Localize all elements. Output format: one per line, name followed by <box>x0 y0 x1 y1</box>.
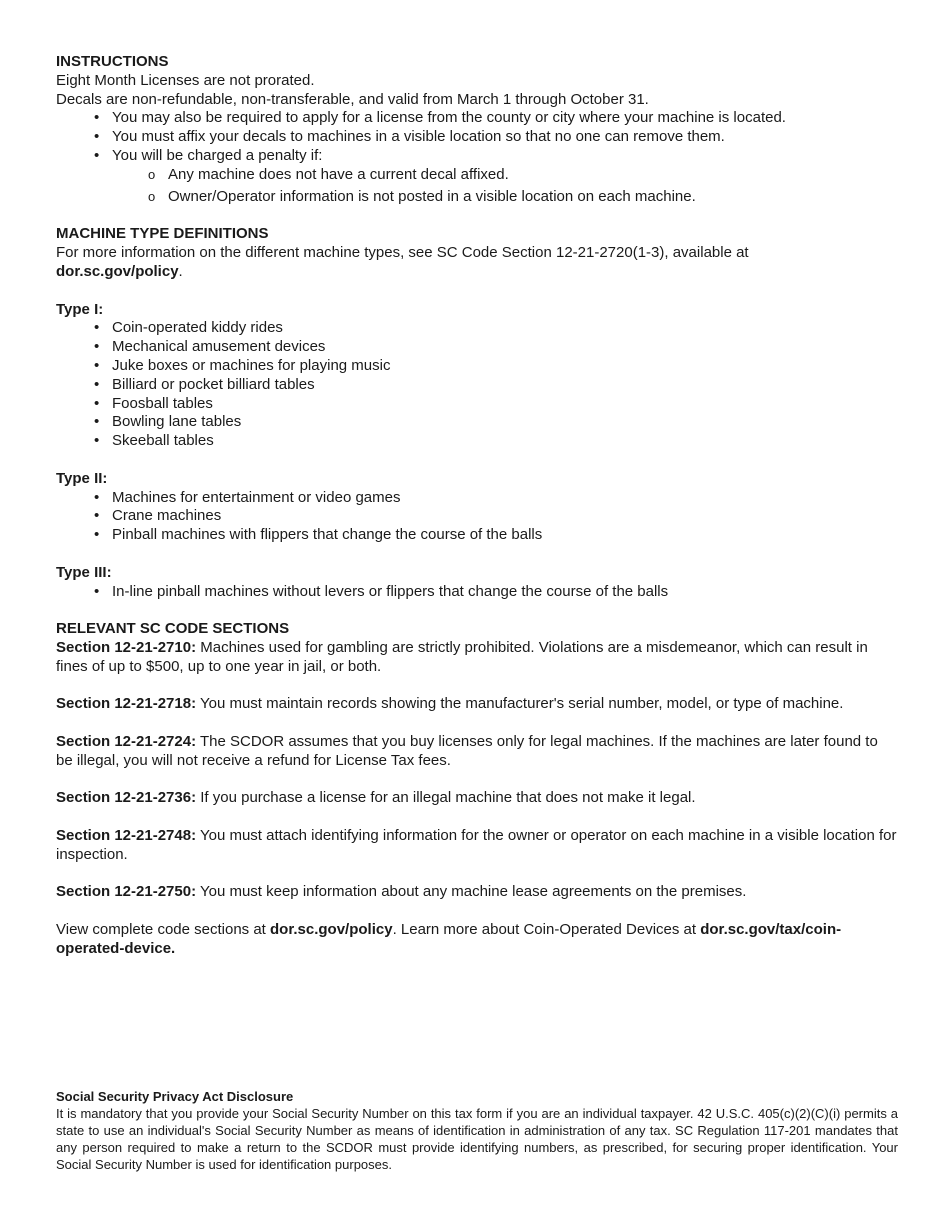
bullet-icon: • <box>94 356 100 374</box>
bullet-icon: • <box>94 507 100 525</box>
list-item: • Crane machines <box>94 507 222 525</box>
type-1-label: Type I: <box>56 300 104 318</box>
bullet-icon: • <box>94 432 100 450</box>
code-section-2736: Section 12-21-2736: If you purchase a license for an illegal machine that does not make it legal. <box>56 789 696 807</box>
definitions-heading: MACHINE TYPE DEFINITIONS <box>56 225 269 243</box>
bullet-icon: • <box>94 338 100 356</box>
coin-operated-device-link[interactable]: dor.sc.gov/tax/coin-operated-device. <box>56 920 842 957</box>
type-3-list <box>56 583 898 602</box>
type-1-list <box>56 319 898 451</box>
bullet-icon: • <box>94 375 100 393</box>
type-2-list <box>56 489 898 545</box>
list-item: • Mechanical amusement devices <box>94 338 326 356</box>
code-sections-heading: RELEVANT SC CODE SECTIONS <box>56 620 290 638</box>
instructions-line-1: Eight Month Licenses are not prorated. <box>56 71 315 89</box>
bullet-icon: • <box>94 319 100 337</box>
list-item: • Pinball machines with flippers that change the course of the balls <box>94 526 543 544</box>
list-item: • Bowling lane tables <box>94 413 242 431</box>
list-item: • Coin-operated kiddy rides <box>94 319 283 337</box>
instructions-line-2: Decals are non-refundable, non-transferable, and valid from March 1 through October 31. <box>56 90 649 108</box>
list-item: • You must affix your decals to machines in a visible location so that no one can remove them. <box>94 128 725 146</box>
list-item: o Any machine does not have a current decal affixed. <box>148 165 509 183</box>
view-code-sections: View complete code sections at dor.sc.gov/policy. Learn more about Coin-Operated Devices at dor.sc.gov/tax/coin-operated-device. <box>56 920 842 957</box>
list-item: • You may also be required to apply for a license from the county or city where your machine is located. <box>94 109 786 127</box>
list-item: • Billiard or pocket billiard tables <box>94 375 315 393</box>
bullet-icon: • <box>94 413 100 431</box>
list-item: • Foosball tables <box>94 394 213 412</box>
definitions-intro: For more information on the different machine types, see SC Code Section 12-21-2720(1-3), available at dor.sc.gov/policy. <box>56 244 749 280</box>
bullet-icon: • <box>94 582 100 600</box>
list-item: • Juke boxes or machines for playing music <box>94 356 391 374</box>
policy-link[interactable]: dor.sc.gov/policy <box>56 262 179 280</box>
list-item: • Machines for entertainment or video games <box>94 488 401 506</box>
penalty-sublist <box>112 166 898 207</box>
list-item: • Skeeball tables <box>94 432 214 450</box>
type-2-label: Type II: <box>56 469 108 487</box>
list-item: • You will be charged a penalty if: o Any machine does not have a current decal affixed. o Owner/Operator information is not posted in a visible location on each machine. <box>112 147 898 207</box>
document-body <box>56 53 898 958</box>
list-item: • In-line pinball machines without levers or flippers that change the course of the balls <box>94 582 669 600</box>
policy-link[interactable]: dor.sc.gov/policy <box>270 920 393 938</box>
bullet-icon: • <box>94 128 100 146</box>
bullet-icon: • <box>94 394 100 412</box>
bullet-icon: • <box>94 146 100 164</box>
list-item: o Owner/Operator information is not posted in a visible location on each machine. <box>148 188 696 206</box>
bullet-icon: • <box>94 526 100 544</box>
circle-bullet-icon: o <box>148 166 156 182</box>
code-section-2710: Section 12-21-2710: Machines used for gambling are strictly prohibited. Violations are a misdemeanor, which can result in fines of up to $500, up to one year in jail, or both. <box>56 638 868 675</box>
bullet-icon: • <box>94 488 100 506</box>
instructions-heading: INSTRUCTIONS <box>56 53 169 70</box>
code-section-2750: Section 12-21-2750: You must keep information about any machine lease agreements on the premises. <box>56 883 747 901</box>
code-section-2718: Section 12-21-2718: You must maintain records showing the manufacturer's serial number, model, or type of machine. <box>56 695 844 713</box>
privacy-title: Social Security Privacy Act Disclosure <box>56 1089 294 1104</box>
circle-bullet-icon: o <box>148 189 156 205</box>
privacy-body: It is mandatory that you provide your Social Security Number on this tax form if you are an individual taxpayer. 42 U.S.C. 405(c)(2)(C)(i) permits a state to use an individual's Social Security Number as means of identification in administration of any tax. SC Regulation 117-201 mandates that any person required to make a return to the SCDOR must provide identifying numbers, as prescribed, for securing proper identification. Your Social Security Number is used for identification purposes. <box>56 1106 898 1172</box>
privacy-disclosure <box>56 1088 898 1173</box>
type-3-label: Type III: <box>56 563 112 581</box>
instructions-list <box>56 109 898 206</box>
bullet-icon: • <box>94 109 100 127</box>
code-section-2724: Section 12-21-2724: The SCDOR assumes that you buy licenses only for legal machines. If the machines are later found to be illegal, you will not receive a refund for License Tax fees. <box>56 732 878 769</box>
code-section-2748: Section 12-21-2748: You must attach identifying information for the owner or operator on each machine in a visible location for inspection. <box>56 826 897 863</box>
